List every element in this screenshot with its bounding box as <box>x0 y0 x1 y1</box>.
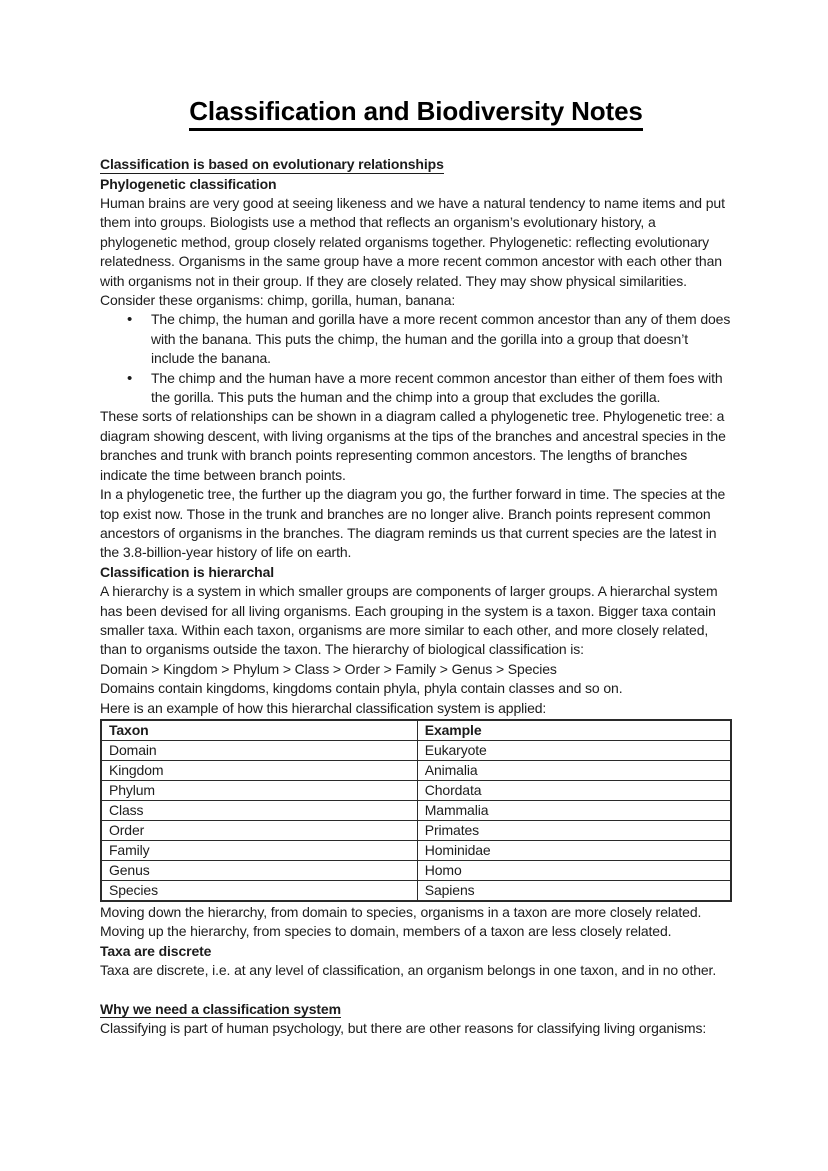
section-heading-evolutionary-relationships-text: Classification is based on evolutionary relationships <box>100 156 444 173</box>
paragraph-phylogenetic-intro: Human brains are very good at seeing likeness and we have a natural tendency to name items and put them into groups. Biologists use a method that reflects an organism’s evolutionary history, a phylogenetic method, group closely related organisms together. Phylogenetic: reflecting evolutionary relatedness. Organisms in the same group have a more recent common ancestor with each other than with organisms not in their group. If they are closely related. They may show physical similarities. Consider these organisms: chimp, gorilla, human, banana: <box>100 195 725 309</box>
table-row-genus <box>101 860 731 880</box>
bullet-list <box>100 310 732 407</box>
table-cell-taxon: Genus <box>101 860 417 880</box>
section-heading-evolutionary-relationships <box>100 155 732 174</box>
table-header-row <box>101 720 731 741</box>
table-cell-example: Mammalia <box>417 800 731 820</box>
paragraph-hierarchy: A hierarchy is a system in which smaller groups are components of larger groups. A hierarchal system has been devised for all living organisms. Each grouping in the system is a taxon. Bigger taxa contain smaller taxa. Within each taxon, organisms are more similar to each other, and more closely related, than to organisms outside the taxon. The hierarchy of biological classification is: <box>100 583 718 658</box>
table-cell-taxon: Species <box>101 880 417 901</box>
paragraph-taxa-discrete: Taxa are discrete, i.e. at any level of classification, an organism belongs in one taxon, and in no other. <box>100 962 717 979</box>
table-cell-example: Eukaryote <box>417 740 731 760</box>
table-row-domain <box>101 740 731 760</box>
table-cell-example: Animalia <box>417 760 731 780</box>
blank-line <box>100 981 732 1000</box>
table-row-phylum <box>101 780 731 800</box>
page-title <box>100 96 732 131</box>
table-cell-taxon: Kingdom <box>101 760 417 780</box>
table-row-species <box>101 880 731 901</box>
table-header-example: Example <box>417 720 731 741</box>
table-row-class <box>101 800 731 820</box>
table-row-order <box>101 820 731 840</box>
table-cell-taxon: Class <box>101 800 417 820</box>
paragraph-moving-down: Moving down the hierarchy, from domain to species, organisms in a taxon are more closely related. <box>100 903 702 920</box>
table-cell-taxon: Domain <box>101 740 417 760</box>
classification-table <box>100 719 732 902</box>
table-cell-example: Chordata <box>417 780 731 800</box>
section-heading-why-classification <box>100 1000 732 1019</box>
hierarchy-order-line: Domain > Kingdom > Phylum > Class > Order > Family > Genus > Species <box>100 660 557 677</box>
table-cell-example: Homo <box>417 860 731 880</box>
subheading-classification-hierarchal: Classification is hierarchal <box>100 563 275 580</box>
paragraph-phylogenetic-tree: These sorts of relationships can be shown in a diagram called a phylogenetic tree. Phylogenetic tree: a diagram showing descent, with living organisms at the tips of the branches and ancestral species in the branches and trunk with branch points representing common ancestors. The lengths of branches indicate the time between branch points. <box>100 408 726 483</box>
paragraph-phylogenetic-tree-reading: In a phylogenetic tree, the further up the diagram you go, the further forward in time. The species at the top exist now. Those in the trunk and branches are no longer alive. Branch points represent common ancestors of organisms in the branches. The diagram reminds us that current species are the latest in the 3.8-billion-year history of life on earth. <box>100 486 726 561</box>
subheading-phylogenetic-classification: Phylogenetic classification <box>100 175 277 192</box>
paragraph-table-intro: Here is an example of how this hierarchal classification system is applied: <box>100 699 547 716</box>
bullet-item-chimp-human: • The chimp and the human have a more recent common ancestor than either of them foes with the gorilla. This puts the human and the chimp into a group that excludes the gorilla. <box>151 369 732 408</box>
table-cell-taxon: Phylum <box>101 780 417 800</box>
table-header-taxon: Taxon <box>101 720 417 741</box>
table-cell-example: Sapiens <box>417 880 731 901</box>
table-cell-taxon: Family <box>101 840 417 860</box>
subheading-taxa-are-discrete: Taxa are discrete <box>100 942 212 959</box>
paragraph-moving-up: Moving up the hierarchy, from species to domain, members of a taxon are less closely related. <box>100 923 672 940</box>
paragraph-domains-contain: Domains contain kingdoms, kingdoms contain phyla, phyla contain classes and so on. <box>100 680 623 697</box>
document-content <box>100 96 732 1039</box>
table-row-family <box>101 840 731 860</box>
page-title-text: Classification and Biodiversity Notes <box>189 96 643 131</box>
bullet-item-chimp-human-gorilla: • The chimp, the human and gorilla have a more recent common ancestor than any of them does with the banana. This puts the chimp, the human and the gorilla into a group that doesn’t include the banana. <box>151 310 732 368</box>
section-heading-why-classification-text: Why we need a classification system <box>100 1000 341 1017</box>
table-row-kingdom <box>101 760 731 780</box>
table-cell-example: Hominidae <box>417 840 731 860</box>
table-cell-example: Primates <box>417 820 731 840</box>
paragraph-classifying-psychology: Classifying is part of human psychology, but there are other reasons for classifying living organisms: <box>100 1020 707 1037</box>
table-cell-taxon: Order <box>101 820 417 840</box>
